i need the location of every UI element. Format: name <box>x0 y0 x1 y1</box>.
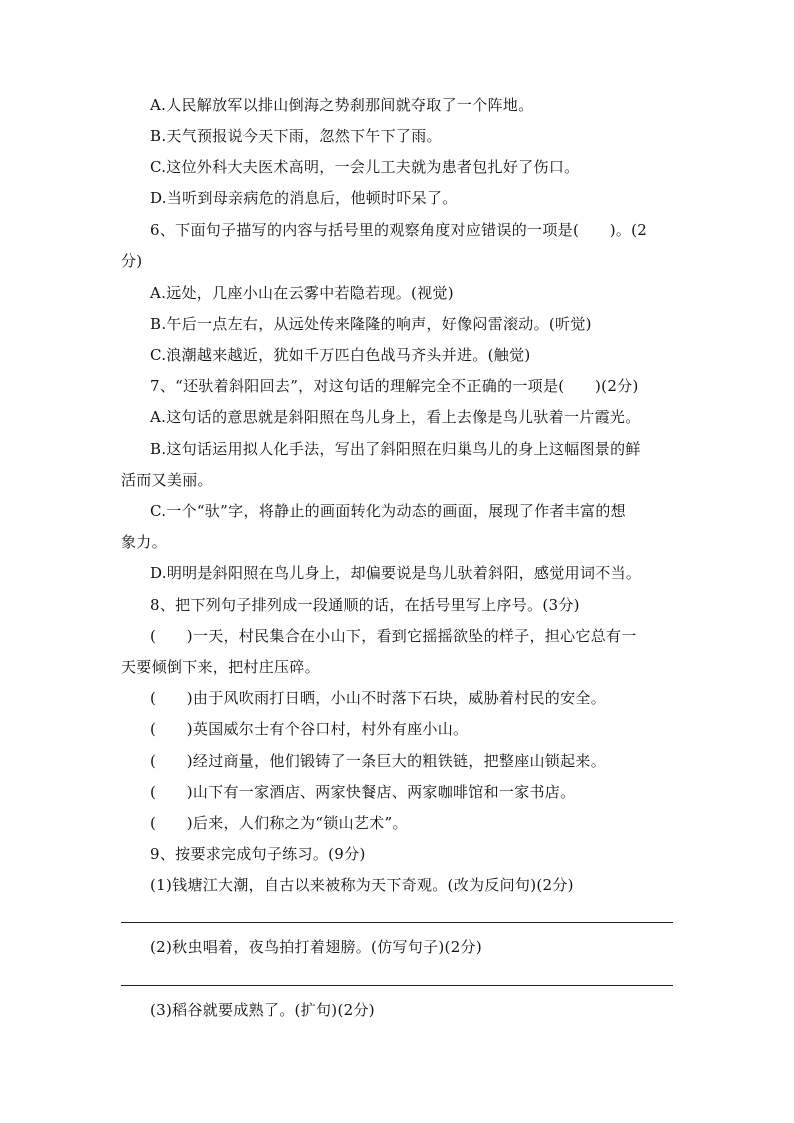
q8-sentence-6: ( )后来，人们称之为“锁山艺术”。 <box>150 814 408 832</box>
q9-part-3: (3)稻谷就要成熟了。(扩句)(2分) <box>150 1001 375 1019</box>
q8-sentence-5: ( )山下有一家酒店、两家快餐店、两家咖啡馆和一家书店。 <box>150 783 576 801</box>
answer-line-1[interactable] <box>121 922 673 923</box>
q9-part-2: (2)秋虫唱着，夜鸟拍打着翅膀。(仿写句子)(2分) <box>150 938 483 956</box>
q7-stem: 7、“还驮着斜阳回去”，对这句话的理解完全不正确的一项是( )(2分) <box>150 377 639 395</box>
q7-option-c-cont: 象力。 <box>121 533 167 551</box>
q8-stem: 8、把下列句子排列成一段通顺的话，在括号里写上序号。(3分) <box>150 596 580 614</box>
q7-option-c: C.一个“驮”字，将静止的画面转化为动态的画面，展现了作者丰富的想 <box>150 502 626 520</box>
q8-sentence-2: ( )由于风吹雨打日晒，小山不时落下石块，威胁着村民的安全。 <box>150 689 607 707</box>
q7-option-a: A.这句话的意思就是斜阳照在鸟儿身上，看上去像是鸟儿驮着一片霞光。 <box>150 408 641 426</box>
q8-sentence-3: ( )英国威尔士有个谷口村，村外有座小山。 <box>150 720 469 738</box>
q6-stem-cont: 分) <box>121 252 143 270</box>
q8-sentence-1: ( )一天，村民集合在小山下，看到它摇摇欲坠的样子，担心它总有一 <box>150 627 637 645</box>
q7-option-b-cont: 活而又美丽。 <box>121 471 213 489</box>
q5-option-c: C.这位外科大夫医术高明，一会儿工夫就为患者包扎好了伤口。 <box>150 158 580 176</box>
q6-option-a: A.远处，几座小山在云雾中若隐若现。(视觉) <box>150 284 454 302</box>
q5-option-d: D.当听到母亲病危的消息后，他顿时吓呆了。 <box>150 189 458 207</box>
q5-option-a: A.人民解放军以排山倒海之势刹那间就夺取了一个阵地。 <box>150 96 534 114</box>
q6-option-c: C.浪潮越来越近，犹如千万匹白色战马齐头并进。(触觉) <box>150 346 531 364</box>
q6-option-b: B.午后一点左右，从远处传来隆隆的响声，好像闷雷滚动。(听觉) <box>150 315 592 333</box>
answer-line-2[interactable] <box>121 985 673 986</box>
q9-part-1: (1)钱塘江大潮，自古以来被称为天下奇观。(改为反问句)(2分) <box>150 876 574 894</box>
q8-sentence-4: ( )经过商量，他们锻铸了一条巨大的粗铁链，把整座山锁起来。 <box>150 752 607 770</box>
q7-option-b: B.这句话运用拟人化手法，写出了斜阳照在归巢鸟儿的身上这幅图景的鲜 <box>150 440 641 458</box>
q7-option-d: D.明明是斜阳照在鸟儿身上，却偏要说是鸟儿驮着斜阳，感觉用词不当。 <box>150 564 642 582</box>
q8-sentence-1-cont: 天要倾倒下来，把村庄压碎。 <box>121 658 320 676</box>
q5-option-b: B.天气预报说今天下雨，忽然下午下了雨。 <box>150 127 442 145</box>
q9-stem: 9、按要求完成句子练习。(9分) <box>150 845 366 863</box>
q6-stem: 6、下面句子描写的内容与括号里的观察角度对应错误的一项是( )。(2 <box>150 221 648 239</box>
